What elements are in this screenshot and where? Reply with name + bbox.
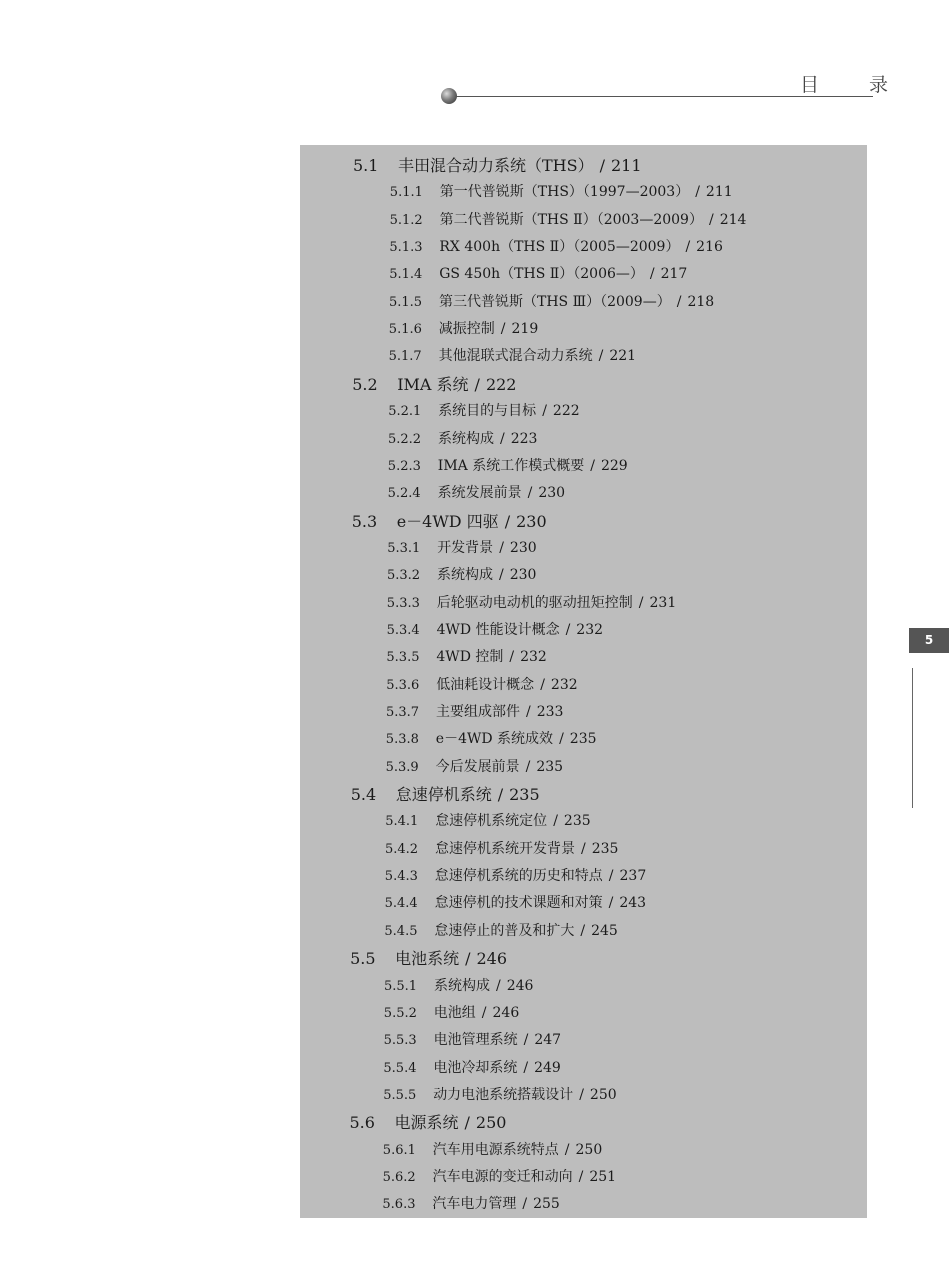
toc-subsection-entry <box>390 207 747 234</box>
toc-entry-page: 235 <box>563 813 591 830</box>
toc-entry-number: 5.5.2 <box>383 1005 417 1021</box>
toc-subsection-entry <box>388 480 565 507</box>
toc-entry-page: 222 <box>485 374 517 394</box>
toc-entry-page: 214 <box>719 211 747 228</box>
toc-subsection-entry <box>388 453 628 480</box>
toc-subsection-entry <box>382 1191 559 1218</box>
toc-entry-page: 245 <box>591 922 618 939</box>
toc-entry-title: 怠速停机系统 <box>395 785 492 805</box>
toc-subsection-entry <box>386 754 563 781</box>
toc-entry-separator: / <box>608 868 614 885</box>
toc-entry-number: 5.4.1 <box>385 814 419 830</box>
toc-subsection-entry <box>387 617 603 644</box>
toc-entry-page: 246 <box>476 949 508 969</box>
toc-entry-page: 235 <box>569 731 597 748</box>
toc-entry-page: 216 <box>696 239 723 256</box>
toc-entry-page: 211 <box>610 156 642 175</box>
toc-entry-separator: / <box>474 374 480 394</box>
toc-entry-page: 217 <box>660 266 688 283</box>
toc-entry-page: 235 <box>509 785 540 805</box>
toc-subsection-entry <box>388 398 579 425</box>
toc-entry-separator: / <box>504 511 511 531</box>
chapter-tab-line <box>912 668 913 808</box>
toc-entry-title: 电源系统 <box>394 1113 459 1133</box>
toc-entry-separator: / <box>695 184 700 201</box>
header-title: 目 录 <box>800 74 911 96</box>
toc-entry-title: 后轮驱动电动机的驱动扭矩控制 <box>436 594 633 611</box>
toc-entry-title: 电池组 <box>433 1004 476 1021</box>
toc-entry-title: 怠速停机系统定位 <box>435 813 548 830</box>
toc-entry-page: 235 <box>591 840 619 857</box>
toc-entry-title: 电池系统 <box>395 949 460 969</box>
toc-entry-number: 5.6.3 <box>382 1197 416 1213</box>
toc-entry-separator: / <box>523 1059 529 1076</box>
toc-entry-number: 5.4.4 <box>384 896 418 912</box>
toc-subsection-entry <box>386 644 546 671</box>
toc-entry-number: 5.3.6 <box>386 677 420 693</box>
toc-subsection-entry <box>390 179 733 206</box>
toc-entry-page: 230 <box>509 539 537 556</box>
toc-subsection-entry <box>384 1027 561 1054</box>
toc-entry-separator: / <box>685 239 691 256</box>
toc-subsection-entry <box>387 590 676 617</box>
toc-entry-title: 开发背景 <box>437 539 494 556</box>
toc-entry-separator: / <box>527 485 533 502</box>
toc-entry-number: 5.3 <box>351 511 378 531</box>
toc-entry-number: 5.2.1 <box>388 404 422 420</box>
toc-entry-title: 低油耗设计概念 <box>436 676 535 693</box>
toc-entry-separator: / <box>559 731 564 748</box>
toc-entry-separator: / <box>608 895 614 912</box>
toc-entry-page: 250 <box>475 1113 507 1133</box>
toc-entry-number: 5.1.2 <box>389 212 423 228</box>
toc-entry-title: 怠速停止的普及和扩大 <box>434 922 575 939</box>
toc-entry-number: 5.2.4 <box>387 486 421 502</box>
toc-entry-number: 5.1.5 <box>389 294 423 310</box>
toc-subsection-entry <box>389 289 714 316</box>
toc-entry-title: 汽车电源的变迁和动向 <box>432 1168 573 1185</box>
toc-subsection-entry <box>389 261 687 288</box>
toc-entry-title: 系统构成 <box>434 977 490 994</box>
toc-entry-title: 主要组成部件 <box>436 704 520 720</box>
toc-subsection-entry <box>388 426 537 453</box>
toc-entry-separator: / <box>526 704 531 720</box>
toc-section-entry <box>350 945 507 972</box>
toc-subsection-entry <box>386 699 563 726</box>
toc-entry-title: 今后发展前景 <box>435 758 520 775</box>
toc-entry-page: 246 <box>506 977 534 994</box>
toc-entry-title: e－4WD 四驱 <box>396 511 499 531</box>
toc-entry-page: 219 <box>511 321 539 338</box>
toc-entry-title: 第一代普锐斯（THS）（1997—2003） <box>439 184 690 201</box>
toc-entry-number: 5.4.2 <box>385 841 419 857</box>
toc-entry-separator: / <box>564 1141 570 1158</box>
toc-entry-number: 5.1.7 <box>388 349 422 365</box>
toc-subsection-entry <box>384 973 533 1000</box>
toc-entry-separator: / <box>465 949 471 969</box>
toc-entry-number: 5.5.1 <box>384 978 418 994</box>
toc-entry-separator: / <box>565 621 571 638</box>
toc-entry-page: 229 <box>600 457 628 474</box>
toc-entry-page: 255 <box>533 1196 560 1213</box>
toc-entry-page: 231 <box>649 594 677 611</box>
toc-entry-page: 230 <box>538 485 566 502</box>
toc-entry-title: 第三代普锐斯（THS Ⅲ）（2009—） <box>439 293 671 310</box>
toc-entry-title: 动力电池系统搭载设计 <box>433 1086 574 1103</box>
toc-entry-number: 5.5 <box>350 949 376 969</box>
toc-entry-separator: / <box>540 676 545 693</box>
toc-subsection-entry <box>386 726 597 753</box>
toc-entry-title: 电池管理系统 <box>433 1032 518 1049</box>
toc-entry-title: 系统目的与目标 <box>438 403 537 420</box>
toc-entry-page: 232 <box>576 621 604 638</box>
toc-subsection-entry <box>385 836 618 863</box>
toc-subsection-entry <box>385 890 646 917</box>
toc-entry-page: 230 <box>516 511 547 531</box>
toc-entry-number: 5.5.3 <box>383 1033 417 1049</box>
toc-entry-page: 233 <box>536 704 564 720</box>
header-rule <box>448 96 873 97</box>
toc-entry-page: 235 <box>536 758 564 775</box>
toc-section-entry <box>351 781 540 808</box>
toc-entry-separator: / <box>590 457 595 474</box>
toc-entry-separator: / <box>708 211 714 228</box>
toc-entry-number: 5.3.5 <box>386 650 420 666</box>
toc-entry-separator: / <box>580 922 586 939</box>
toc-section-entry <box>352 371 516 398</box>
toc-entry-number: 5.2.3 <box>387 458 421 474</box>
toc-entry-number: 5.3.2 <box>387 568 421 584</box>
toc-entry-number: 5.4 <box>350 785 377 805</box>
toc-entry-separator: / <box>542 403 547 420</box>
toc-entry-title: e－4WD 系统成效 <box>435 731 554 748</box>
toc-entry-number: 5.1.4 <box>389 267 423 283</box>
toc-entry-separator: / <box>649 266 655 283</box>
toc-entry-number: 5.1.1 <box>389 185 423 201</box>
toc-entry-separator: / <box>638 594 644 611</box>
toc-entry-number: 5.5.5 <box>383 1087 417 1103</box>
toc-entry-title: 怠速停机系统开发背景 <box>435 840 575 857</box>
toc-entry-number: 5.4.3 <box>384 869 418 885</box>
toc-entry-page: 230 <box>509 567 537 584</box>
toc-entry-number: 5.6.1 <box>382 1142 416 1158</box>
toc-subsection-entry <box>383 1082 616 1109</box>
toc-subsection-entry <box>383 1137 602 1164</box>
toc-entry-page: 232 <box>550 676 578 693</box>
toc-entry-number: 5.3.1 <box>387 540 421 556</box>
toc-entry-page: 232 <box>520 649 547 666</box>
toc-entry-title: 4WD 性能设计概念 <box>436 621 560 638</box>
toc-entry-page: 250 <box>575 1141 603 1158</box>
toc-entry-separator: / <box>464 1113 470 1133</box>
toc-entry-separator: / <box>496 977 501 994</box>
toc-entry-separator: / <box>509 649 515 666</box>
toc-entry-separator: / <box>481 1004 487 1021</box>
toc-section-entry <box>350 1109 507 1136</box>
toc-entry-page: 250 <box>589 1086 617 1103</box>
toc-subsection-entry <box>389 316 538 343</box>
toc-entry-number: 5.2 <box>352 374 378 394</box>
toc-subsection-entry <box>383 1055 560 1082</box>
toc-subsection-entry <box>385 808 590 835</box>
toc-entry-separator: / <box>499 567 504 584</box>
toc-entry-separator: / <box>525 758 531 775</box>
toc-entry-number: 5.1.6 <box>388 322 422 338</box>
toc-entry-number: 5.3.7 <box>386 705 420 720</box>
toc-subsection-entry <box>389 234 723 261</box>
toc-entry-title: 系统构成 <box>437 567 493 584</box>
toc-subsection-entry <box>387 562 536 589</box>
toc-entry-page: 246 <box>492 1004 520 1021</box>
toc-entry-title: 系统构成 <box>438 430 494 447</box>
toc-entry-number: 5.3.4 <box>386 622 420 638</box>
toc-section-entry <box>353 152 642 179</box>
toc-entry-page: 247 <box>534 1032 562 1049</box>
toc-entry-page: 249 <box>534 1059 561 1076</box>
toc-entry-title: 电池冷却系统 <box>433 1059 518 1076</box>
toc-entry-separator: / <box>599 156 605 175</box>
toc-entry-title: 丰田混合动力系统（THS） <box>398 156 594 175</box>
toc-entry-number: 5.3.8 <box>385 732 419 748</box>
toc-entry-page: 243 <box>619 895 647 912</box>
toc-entry-separator: / <box>579 1086 584 1103</box>
toc-entry-separator: / <box>500 321 506 338</box>
toc-subsection-entry <box>384 1000 519 1027</box>
toc-section-entry <box>352 508 547 535</box>
toc-entry-page: 251 <box>589 1168 617 1185</box>
toc-entry-title: GS 450h（THS Ⅱ）（2006—） <box>439 266 644 283</box>
toc-entry-page: 218 <box>687 293 715 310</box>
toc-subsection-entry <box>383 1164 616 1191</box>
toc-entry-title: 怠速停机的技术课题和对策 <box>434 895 603 912</box>
toc-entry-separator: / <box>522 1196 528 1213</box>
toc-entry-title: 第二代普锐斯（THS Ⅱ）（2003—2009） <box>439 211 703 228</box>
toc-subsection-entry <box>384 918 617 945</box>
toc-entry-number: 5.5.4 <box>383 1060 417 1076</box>
toc-entry-title: 系统发展前景 <box>437 485 522 502</box>
toc-entry-title: IMA 系统工作模式概要 <box>437 457 585 474</box>
toc-subsection-entry <box>387 535 536 562</box>
chapter-tab: 5 <box>909 628 949 653</box>
header-bullet-icon <box>441 88 457 104</box>
toc-entry-title: 其他混联式混合动力系统 <box>438 348 593 365</box>
toc-entry-number: 5.1.3 <box>389 240 423 256</box>
toc-entry-title: 减振控制 <box>438 321 495 338</box>
toc-entry-number: 5.3.9 <box>385 759 419 775</box>
toc-entry-title: 怠速停机系统的历史和特点 <box>434 868 603 885</box>
toc-entry-number: 5.6.2 <box>382 1169 416 1185</box>
toc-entry-separator: / <box>523 1032 529 1049</box>
toc-entry-page: 211 <box>705 184 733 201</box>
toc-entry-number: 5.3.3 <box>386 595 420 611</box>
toc-entry-separator: / <box>598 348 604 365</box>
toc-entry-title: 4WD 控制 <box>436 649 504 666</box>
toc-entry-separator: / <box>497 785 504 805</box>
toc-entry-page: 223 <box>510 430 538 447</box>
toc-entry-title: 汽车电力管理 <box>432 1196 517 1213</box>
toc-subsection-entry <box>386 672 577 699</box>
toc-subsection-entry <box>385 863 646 890</box>
toc-entry-title: IMA 系统 <box>397 374 469 394</box>
toc-entry-number: 5.6 <box>349 1113 375 1133</box>
toc-entry-separator: / <box>578 1168 584 1185</box>
toc-entry-separator: / <box>553 813 558 830</box>
toc-entry-page: 237 <box>619 868 647 885</box>
toc-entry-number: 5.2.2 <box>388 431 422 447</box>
toc-entry-separator: / <box>500 430 505 447</box>
toc-entry-separator: / <box>499 539 504 556</box>
toc-entry-separator: / <box>676 293 682 310</box>
toc-entry-number: 5.4.5 <box>384 923 418 939</box>
toc-entry-separator: / <box>581 840 586 857</box>
toc-entry-title: 汽车用电源系统特点 <box>432 1141 559 1158</box>
toc-entry-title: RX 400h（THS Ⅱ）（2005—2009） <box>439 239 680 256</box>
toc-subsection-entry <box>389 343 636 370</box>
toc-entry-page: 221 <box>609 348 637 365</box>
toc-entry-page: 222 <box>552 403 580 420</box>
toc-entry-number: 5.1 <box>353 156 379 175</box>
